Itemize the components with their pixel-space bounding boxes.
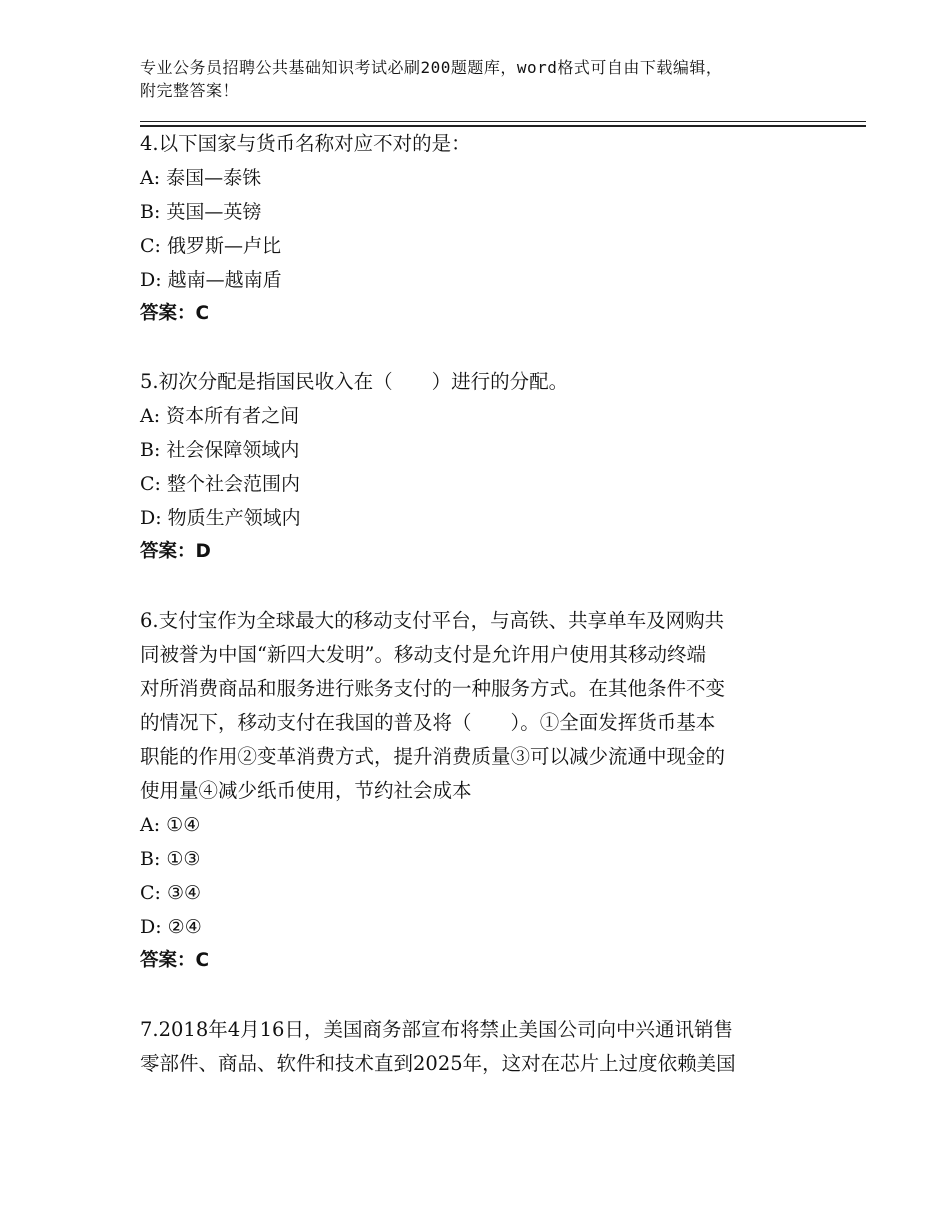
option-b: B: ①③ <box>140 848 201 870</box>
question-stem-line: 对所消费商品和服务进行账务支付的一种服务方式。在其他条件不变 <box>140 677 726 700</box>
option-d: D: 越南—越南盾 <box>140 269 282 291</box>
option-d: D: ②④ <box>140 916 202 938</box>
question-stem: 4.以下国家与货币名称对应不对的是： <box>140 132 471 155</box>
question-4 <box>140 127 810 331</box>
option-b: B: 英国—英镑 <box>140 201 262 223</box>
question-stem: 5.初次分配是指国民收入在（ ）进行的分配。 <box>140 370 569 393</box>
document-header <box>140 56 840 102</box>
question-stem-line: 6.支付宝作为全球最大的移动支付平台，与高铁、共享单车及网购共 <box>140 609 725 632</box>
answer: 答案：D <box>140 541 211 562</box>
answer: 答案：C <box>140 303 210 324</box>
question-stem-line: 同被誉为中国“新四大发明”。移动支付是允许用户使用其移动终端 <box>140 643 706 666</box>
answer: 答案：C <box>140 950 210 971</box>
header-divider-thin <box>140 121 866 122</box>
option-c: C: ③④ <box>140 882 202 904</box>
option-b: B: 社会保障领域内 <box>140 439 300 461</box>
question-stem-line: 职能的作用②变革消费方式，提升消费质量③可以减少流通中现金的 <box>140 745 726 768</box>
option-a: A: ①④ <box>140 814 201 836</box>
question-6 <box>140 604 810 978</box>
option-c: C: 整个社会范围内 <box>140 473 300 495</box>
header-line-1: 专业公务员招聘公共基础知识考试必刷200题题库，word格式可自由下载编辑， <box>140 58 723 77</box>
question-stem-line: 使用量④减少纸币使用，节约社会成本 <box>140 779 472 802</box>
header-line-2: 附完整答案！ <box>140 81 240 100</box>
option-a: A: 泰国—泰铢 <box>140 167 262 189</box>
question-stem-line: 零部件、商品、软件和技术直到2025年，这对在芯片上过度依赖美国 <box>140 1052 736 1075</box>
question-stem-line: 7.2018年4月16日，美国商务部宣布将禁止美国公司向中兴通讯销售 <box>140 1018 733 1041</box>
question-5 <box>140 365 810 569</box>
option-c: C: 俄罗斯—卢比 <box>140 235 281 257</box>
question-stem-line: 的情况下，移动支付在我国的普及将（ ）。①全面发挥货币基本 <box>140 711 716 734</box>
question-7 <box>140 1013 810 1081</box>
option-d: D: 物质生产领域内 <box>140 507 301 529</box>
option-a: A: 资本所有者之间 <box>140 405 300 427</box>
